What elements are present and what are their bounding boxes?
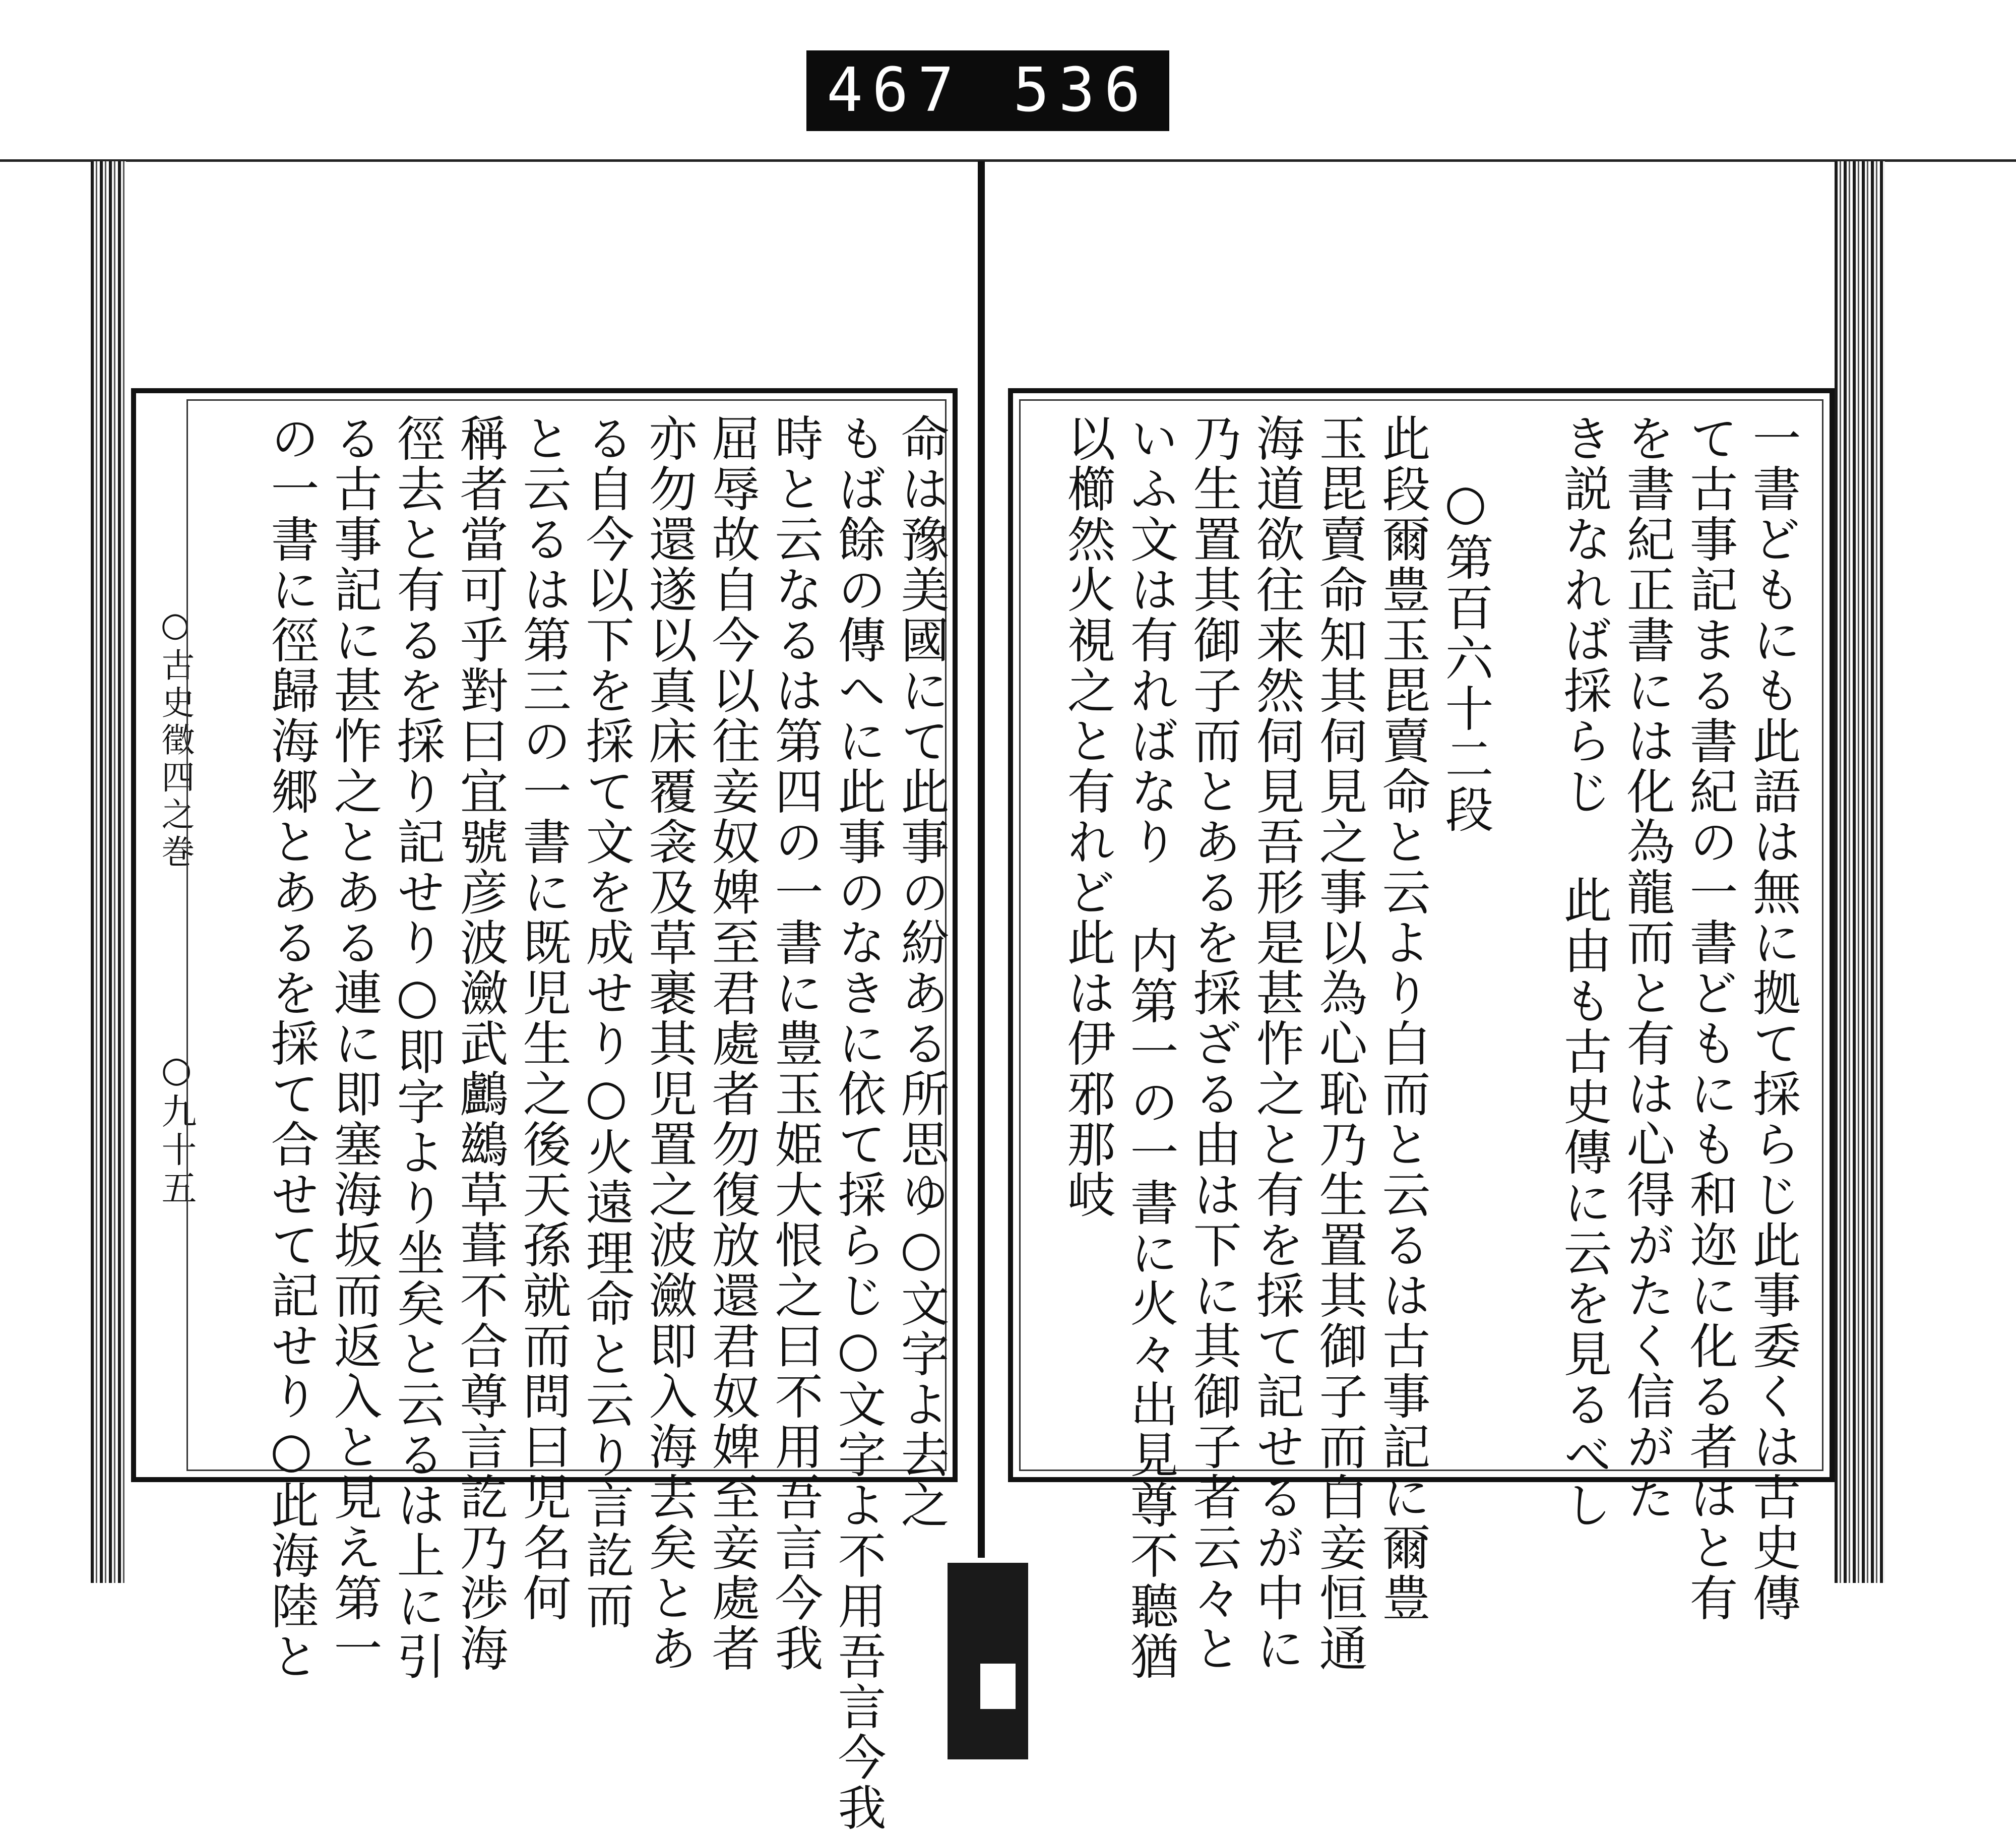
section-heading: ○第百六十二段 xyxy=(1437,474,1494,835)
text-column: いふ文は有ればなり 内第一の一書に火々出見尊不聽猶 xyxy=(1122,413,1179,1682)
text-column: き説なれば採らじ 此由も古史傳に云を見るべし xyxy=(1556,413,1612,1531)
catalog-number-left: 467 xyxy=(827,55,963,126)
top-rule xyxy=(0,159,2016,162)
text-column: 命は豫美國にて此事の紛ある所思ゆ○文字よ去之 xyxy=(893,413,950,1531)
text-column: 此段爾豊玉毘賣命と云より白而と云るは古事記に爾豊 xyxy=(1374,413,1431,1623)
text-column: る古事記に甚怍之とある連に即塞海坂而返入と見え第一 xyxy=(326,413,383,1674)
book-edge-left xyxy=(91,161,126,1583)
running-head: ○古史徵四之巻 xyxy=(156,605,195,872)
text-column: 海道欲往来然伺見吾形是甚怍之と有を採て記せるが中に xyxy=(1248,413,1305,1674)
text-column: 一書どもにも此語は無に拠て採らじ此事委くは古史傳 xyxy=(1745,413,1801,1623)
text-column: と云るは第三の一書に既児生之後天孫就而問曰児名何 xyxy=(515,413,572,1623)
text-column: もば餘の傳へに此事のなきに依て採らじ○文字よ不用吾言今我 xyxy=(830,413,887,1833)
text-column: 徑去と有るを採り記せり○即字より坐矣と云るは上に引 xyxy=(389,413,446,1682)
page-folio: ○九十五 xyxy=(156,1049,197,1208)
catalog-label-plate xyxy=(806,50,1169,131)
text-column: の一書に徑歸海郷とあるを採て合せて記せり○此海陸と xyxy=(263,413,320,1682)
catalog-number-right: 536 xyxy=(1013,55,1150,126)
text-column: る自今以下を採て文を成せり○火遠理命と云り言訖而 xyxy=(578,413,635,1631)
left-page-frame xyxy=(131,388,958,1833)
text-column: 以櫛然火視之と有れど此は伊邪那岐 xyxy=(1059,413,1116,1220)
book-edge-right xyxy=(1835,161,1885,1583)
text-column: 乃生置其御子而とあるを採ざる由は下に其御子者云々と xyxy=(1185,413,1242,1674)
book-spine xyxy=(978,161,985,1558)
text-column: 屈辱故自今以往妾奴婢至君處者勿復放還君奴婢至妾處者 xyxy=(704,413,761,1674)
text-column: 亦勿還遂以真床覆衾及草裹其児置之波瀲即入海去矣とあ xyxy=(641,413,698,1674)
right-page-frame xyxy=(1008,388,1835,1682)
text-column: を書紀正書には化為龍而と有は心得がたく信がた xyxy=(1619,413,1675,1522)
text-column: 時と云なるは第四の一書に豊玉姫大恨之曰不用吾言今我 xyxy=(767,413,824,1674)
text-column: 稱者當可乎對曰宜號彦波瀲武鸕鷀草葺不合尊言訖乃渉海 xyxy=(452,413,509,1674)
text-column: 玉毘賣命知其伺見之事以為心恥乃生置其御子而白妾恒通 xyxy=(1311,413,1368,1674)
spine-foot xyxy=(948,1563,1028,1759)
text-column: て古事記まる書紀の一書どもにも和迩に化る者はと有 xyxy=(1682,413,1738,1623)
spine-foot-gap xyxy=(980,1664,1016,1709)
